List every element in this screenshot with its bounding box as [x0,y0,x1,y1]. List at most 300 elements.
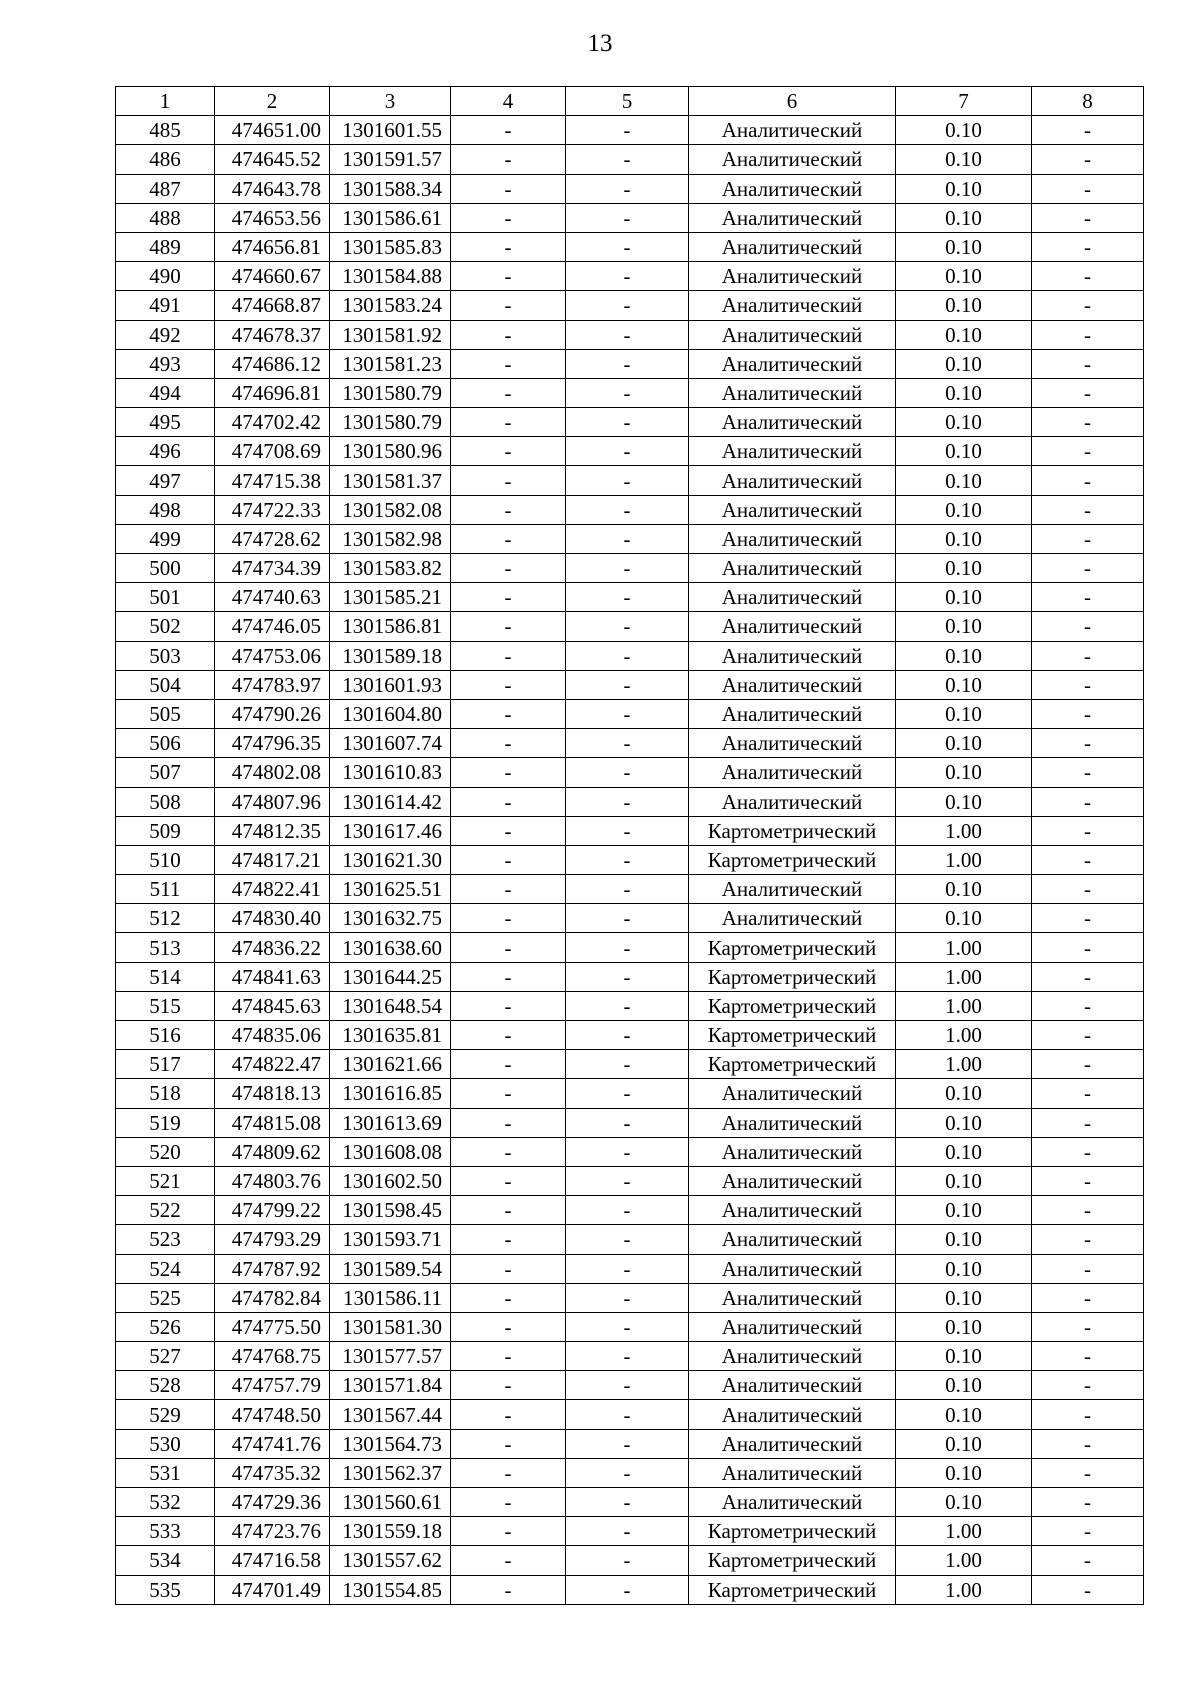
cell-y-coordinate: 1301585.21 [330,583,451,612]
cell-col-8: - [1032,408,1144,437]
cell-point-number: 519 [116,1108,215,1137]
cell-col-8: - [1032,1254,1144,1283]
cell-col-4: - [451,554,566,583]
cell-x-coordinate: 474817.21 [215,845,330,874]
table-row [116,670,1144,699]
cell-method: Аналитический [689,1488,896,1517]
cell-method: Картометрический [689,845,896,874]
cell-col-8: - [1032,612,1144,641]
cell-col-8: - [1032,904,1144,933]
cell-y-coordinate: 1301560.61 [330,1488,451,1517]
cell-col-4: - [451,1575,566,1604]
cell-accuracy: 1.00 [896,845,1032,874]
cell-col-4: - [451,1342,566,1371]
table-row [116,262,1144,291]
cell-col-4: - [451,145,566,174]
cell-col-4: - [451,1079,566,1108]
cell-method: Аналитический [689,1254,896,1283]
cell-col-4: - [451,320,566,349]
cell-col-8: - [1032,1137,1144,1166]
cell-x-coordinate: 474775.50 [215,1312,330,1341]
cell-col-4: - [451,875,566,904]
cell-method: Картометрический [689,1050,896,1079]
cell-accuracy: 0.10 [896,437,1032,466]
cell-y-coordinate: 1301607.74 [330,729,451,758]
table-row [116,291,1144,320]
cell-col-8: - [1032,787,1144,816]
cell-y-coordinate: 1301608.08 [330,1137,451,1166]
cell-col-5: - [566,845,689,874]
cell-col-4: - [451,466,566,495]
cell-col-4: - [451,1166,566,1195]
cell-x-coordinate: 474818.13 [215,1079,330,1108]
cell-col-4: - [451,758,566,787]
cell-point-number: 533 [116,1517,215,1546]
cell-col-8: - [1032,1429,1144,1458]
cell-x-coordinate: 474708.69 [215,437,330,466]
cell-method: Аналитический [689,495,896,524]
cell-x-coordinate: 474701.49 [215,1575,330,1604]
table-row [116,232,1144,261]
cell-y-coordinate: 1301621.66 [330,1050,451,1079]
cell-y-coordinate: 1301614.42 [330,787,451,816]
cell-col-5: - [566,933,689,962]
cell-point-number: 505 [116,699,215,728]
cell-point-number: 506 [116,729,215,758]
cell-y-coordinate: 1301582.98 [330,524,451,553]
cell-col-8: - [1032,1079,1144,1108]
cell-x-coordinate: 474812.35 [215,816,330,845]
cell-col-4: - [451,816,566,845]
cell-col-5: - [566,758,689,787]
cell-col-8: - [1032,670,1144,699]
cell-point-number: 500 [116,554,215,583]
cell-point-number: 517 [116,1050,215,1079]
cell-x-coordinate: 474748.50 [215,1400,330,1429]
cell-x-coordinate: 474803.76 [215,1166,330,1195]
cell-y-coordinate: 1301580.79 [330,408,451,437]
cell-method: Аналитический [689,349,896,378]
cell-accuracy: 0.10 [896,1108,1032,1137]
cell-method: Аналитический [689,1429,896,1458]
table-row [116,1254,1144,1283]
cell-accuracy: 0.10 [896,349,1032,378]
cell-col-4: - [451,612,566,641]
cell-point-number: 525 [116,1283,215,1312]
cell-y-coordinate: 1301638.60 [330,933,451,962]
cell-col-5: - [566,1312,689,1341]
cell-y-coordinate: 1301625.51 [330,875,451,904]
cell-method: Аналитический [689,1283,896,1312]
cell-col-4: - [451,1400,566,1429]
cell-col-4: - [451,524,566,553]
cell-col-4: - [451,1225,566,1254]
table-row [116,495,1144,524]
cell-point-number: 529 [116,1400,215,1429]
cell-point-number: 501 [116,583,215,612]
cell-col-5: - [566,1166,689,1195]
cell-col-4: - [451,437,566,466]
table-row [116,1517,1144,1546]
cell-x-coordinate: 474807.96 [215,787,330,816]
cell-col-4: - [451,1254,566,1283]
cell-y-coordinate: 1301581.23 [330,349,451,378]
cell-point-number: 508 [116,787,215,816]
column-header-4: 4 [451,87,566,116]
table-row [116,1342,1144,1371]
cell-x-coordinate: 474656.81 [215,232,330,261]
table-row [116,612,1144,641]
cell-y-coordinate: 1301567.44 [330,1400,451,1429]
cell-accuracy: 0.10 [896,641,1032,670]
table-body [116,116,1144,1605]
cell-method: Аналитический [689,670,896,699]
cell-method: Аналитический [689,904,896,933]
cell-point-number: 497 [116,466,215,495]
cell-method: Аналитический [689,291,896,320]
cell-y-coordinate: 1301554.85 [330,1575,451,1604]
cell-col-8: - [1032,933,1144,962]
table-row [116,174,1144,203]
cell-point-number: 512 [116,904,215,933]
cell-col-4: - [451,729,566,758]
cell-point-number: 503 [116,641,215,670]
cell-y-coordinate: 1301586.61 [330,203,451,232]
cell-x-coordinate: 474787.92 [215,1254,330,1283]
cell-y-coordinate: 1301632.75 [330,904,451,933]
cell-y-coordinate: 1301562.37 [330,1458,451,1487]
cell-col-5: - [566,1050,689,1079]
table-row [116,1371,1144,1400]
cell-method: Картометрический [689,991,896,1020]
table-row [116,378,1144,407]
cell-method: Картометрический [689,1517,896,1546]
cell-col-8: - [1032,1196,1144,1225]
cell-accuracy: 0.10 [896,1371,1032,1400]
cell-col-4: - [451,291,566,320]
cell-point-number: 509 [116,816,215,845]
cell-col-5: - [566,145,689,174]
cell-x-coordinate: 474799.22 [215,1196,330,1225]
cell-accuracy: 0.10 [896,203,1032,232]
cell-x-coordinate: 474802.08 [215,758,330,787]
cell-accuracy: 1.00 [896,1575,1032,1604]
cell-y-coordinate: 1301589.54 [330,1254,451,1283]
table-row [116,1050,1144,1079]
cell-col-8: - [1032,378,1144,407]
cell-col-4: - [451,1137,566,1166]
cell-accuracy: 0.10 [896,729,1032,758]
cell-col-5: - [566,408,689,437]
cell-y-coordinate: 1301617.46 [330,816,451,845]
cell-x-coordinate: 474845.63 [215,991,330,1020]
cell-x-coordinate: 474822.41 [215,875,330,904]
cell-point-number: 510 [116,845,215,874]
cell-accuracy: 0.10 [896,1283,1032,1312]
cell-x-coordinate: 474668.87 [215,291,330,320]
cell-method: Картометрический [689,1546,896,1575]
cell-point-number: 507 [116,758,215,787]
cell-col-8: - [1032,962,1144,991]
cell-col-5: - [566,437,689,466]
cell-col-5: - [566,612,689,641]
cell-y-coordinate: 1301581.30 [330,1312,451,1341]
cell-y-coordinate: 1301604.80 [330,699,451,728]
cell-accuracy: 1.00 [896,933,1032,962]
cell-y-coordinate: 1301557.62 [330,1546,451,1575]
cell-col-5: - [566,378,689,407]
cell-x-coordinate: 474728.62 [215,524,330,553]
column-header-2: 2 [215,87,330,116]
cell-col-8: - [1032,349,1144,378]
cell-method: Аналитический [689,1137,896,1166]
cell-method: Аналитический [689,1108,896,1137]
cell-y-coordinate: 1301580.79 [330,378,451,407]
cell-x-coordinate: 474734.39 [215,554,330,583]
cell-col-8: - [1032,232,1144,261]
cell-point-number: 494 [116,378,215,407]
cell-x-coordinate: 474643.78 [215,174,330,203]
table-row [116,699,1144,728]
cell-point-number: 493 [116,349,215,378]
cell-accuracy: 0.10 [896,1196,1032,1225]
cell-col-4: - [451,845,566,874]
cell-col-8: - [1032,1517,1144,1546]
table-row [116,1108,1144,1137]
cell-method: Аналитический [689,203,896,232]
cell-point-number: 531 [116,1458,215,1487]
cell-y-coordinate: 1301648.54 [330,991,451,1020]
cell-y-coordinate: 1301583.82 [330,554,451,583]
cell-col-8: - [1032,291,1144,320]
cell-method: Аналитический [689,729,896,758]
cell-method: Аналитический [689,524,896,553]
cell-method: Картометрический [689,962,896,991]
cell-point-number: 486 [116,145,215,174]
cell-col-8: - [1032,495,1144,524]
table-row [116,320,1144,349]
column-header-7: 7 [896,87,1032,116]
cell-col-5: - [566,1108,689,1137]
cell-x-coordinate: 474782.84 [215,1283,330,1312]
cell-y-coordinate: 1301601.55 [330,116,451,145]
cell-point-number: 504 [116,670,215,699]
cell-point-number: 534 [116,1546,215,1575]
cell-accuracy: 1.00 [896,991,1032,1020]
cell-col-8: - [1032,116,1144,145]
cell-col-8: - [1032,203,1144,232]
cell-point-number: 532 [116,1488,215,1517]
cell-x-coordinate: 474809.62 [215,1137,330,1166]
cell-col-5: - [566,816,689,845]
cell-col-4: - [451,1021,566,1050]
cell-point-number: 528 [116,1371,215,1400]
cell-accuracy: 0.10 [896,1137,1032,1166]
cell-col-8: - [1032,1575,1144,1604]
cell-accuracy: 1.00 [896,1517,1032,1546]
cell-col-8: - [1032,554,1144,583]
cell-col-8: - [1032,1108,1144,1137]
cell-col-8: - [1032,1283,1144,1312]
cell-method: Аналитический [689,466,896,495]
cell-col-5: - [566,1458,689,1487]
table-row [116,816,1144,845]
table-row [116,466,1144,495]
cell-x-coordinate: 474729.36 [215,1488,330,1517]
cell-method: Картометрический [689,1021,896,1050]
cell-col-5: - [566,320,689,349]
cell-col-5: - [566,1196,689,1225]
table-row [116,1400,1144,1429]
cell-col-8: - [1032,1546,1144,1575]
cell-point-number: 498 [116,495,215,524]
cell-y-coordinate: 1301559.18 [330,1517,451,1546]
cell-col-4: - [451,1050,566,1079]
cell-accuracy: 0.10 [896,1166,1032,1195]
cell-col-5: - [566,1079,689,1108]
cell-accuracy: 0.10 [896,787,1032,816]
cell-y-coordinate: 1301621.30 [330,845,451,874]
cell-x-coordinate: 474740.63 [215,583,330,612]
cell-col-8: - [1032,145,1144,174]
cell-col-8: - [1032,524,1144,553]
cell-col-8: - [1032,1342,1144,1371]
cell-point-number: 485 [116,116,215,145]
cell-col-4: - [451,408,566,437]
cell-accuracy: 0.10 [896,758,1032,787]
cell-x-coordinate: 474841.63 [215,962,330,991]
cell-col-5: - [566,495,689,524]
cell-accuracy: 0.10 [896,1254,1032,1283]
cell-method: Аналитический [689,1458,896,1487]
cell-x-coordinate: 474653.56 [215,203,330,232]
cell-col-4: - [451,1458,566,1487]
cell-col-5: - [566,1429,689,1458]
cell-point-number: 518 [116,1079,215,1108]
cell-col-8: - [1032,758,1144,787]
cell-method: Аналитический [689,554,896,583]
cell-x-coordinate: 474722.33 [215,495,330,524]
cell-x-coordinate: 474696.81 [215,378,330,407]
table-row [116,583,1144,612]
cell-col-5: - [566,116,689,145]
cell-point-number: 521 [116,1166,215,1195]
cell-col-8: - [1032,729,1144,758]
cell-y-coordinate: 1301591.57 [330,145,451,174]
cell-col-4: - [451,203,566,232]
table-row [116,145,1144,174]
cell-col-8: - [1032,174,1144,203]
cell-col-4: - [451,1517,566,1546]
cell-method: Аналитический [689,320,896,349]
cell-x-coordinate: 474741.76 [215,1429,330,1458]
column-header-3: 3 [330,87,451,116]
cell-col-5: - [566,291,689,320]
table-row [116,1079,1144,1108]
cell-col-5: - [566,1517,689,1546]
cell-y-coordinate: 1301582.08 [330,495,451,524]
cell-col-4: - [451,1108,566,1137]
cell-col-5: - [566,1225,689,1254]
table-row [116,1166,1144,1195]
cell-col-4: - [451,1488,566,1517]
cell-method: Аналитический [689,787,896,816]
cell-x-coordinate: 474835.06 [215,1021,330,1050]
cell-accuracy: 0.10 [896,1342,1032,1371]
cell-method: Аналитический [689,583,896,612]
table-row [116,1458,1144,1487]
cell-method: Аналитический [689,1196,896,1225]
table-row [116,1283,1144,1312]
table-row [116,349,1144,378]
cell-accuracy: 0.10 [896,1458,1032,1487]
cell-col-8: - [1032,1400,1144,1429]
cell-accuracy: 1.00 [896,816,1032,845]
cell-accuracy: 0.10 [896,904,1032,933]
table-row [116,1488,1144,1517]
cell-accuracy: 0.10 [896,232,1032,261]
table-row [116,116,1144,145]
cell-col-8: - [1032,875,1144,904]
cell-col-5: - [566,991,689,1020]
cell-col-8: - [1032,1488,1144,1517]
cell-col-8: - [1032,1458,1144,1487]
cell-y-coordinate: 1301577.57 [330,1342,451,1371]
cell-col-4: - [451,933,566,962]
table-row [116,1225,1144,1254]
cell-x-coordinate: 474790.26 [215,699,330,728]
cell-y-coordinate: 1301610.83 [330,758,451,787]
table-row [116,437,1144,466]
cell-col-4: - [451,1312,566,1341]
cell-col-8: - [1032,1312,1144,1341]
cell-col-4: - [451,962,566,991]
coordinates-table [115,86,1144,1605]
cell-col-5: - [566,1488,689,1517]
cell-col-4: - [451,495,566,524]
cell-x-coordinate: 474753.06 [215,641,330,670]
cell-method: Аналитический [689,875,896,904]
cell-method: Аналитический [689,641,896,670]
table-row [116,524,1144,553]
cell-point-number: 511 [116,875,215,904]
cell-point-number: 535 [116,1575,215,1604]
cell-col-4: - [451,262,566,291]
table-row [116,1429,1144,1458]
cell-y-coordinate: 1301616.85 [330,1079,451,1108]
cell-col-5: - [566,466,689,495]
cell-point-number: 495 [116,408,215,437]
cell-col-4: - [451,904,566,933]
cell-x-coordinate: 474796.35 [215,729,330,758]
cell-y-coordinate: 1301601.93 [330,670,451,699]
cell-x-coordinate: 474715.38 [215,466,330,495]
cell-method: Аналитический [689,116,896,145]
cell-point-number: 515 [116,991,215,1020]
table-row [116,1021,1144,1050]
cell-accuracy: 0.10 [896,262,1032,291]
cell-col-8: - [1032,1225,1144,1254]
table-row [116,1196,1144,1225]
cell-accuracy: 0.10 [896,320,1032,349]
cell-point-number: 520 [116,1137,215,1166]
column-header-8: 8 [1032,87,1144,116]
table-row [116,962,1144,991]
cell-accuracy: 1.00 [896,1021,1032,1050]
cell-accuracy: 0.10 [896,174,1032,203]
cell-y-coordinate: 1301644.25 [330,962,451,991]
table-row [116,729,1144,758]
